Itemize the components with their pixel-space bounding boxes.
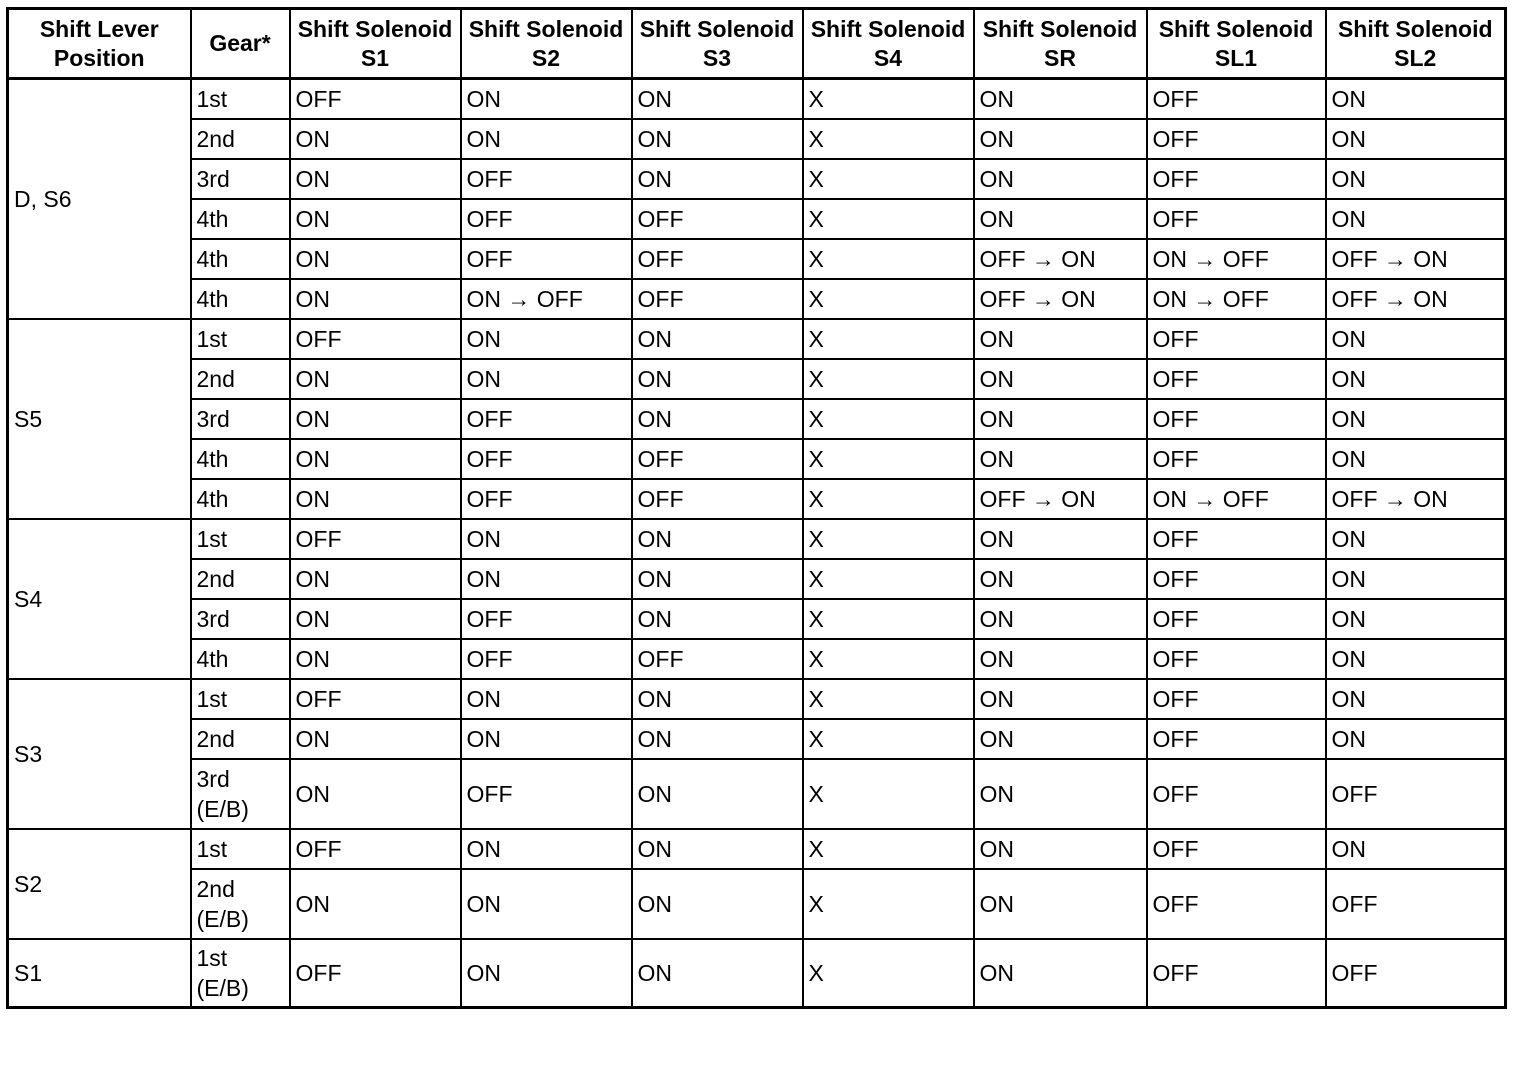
sl1-cell: OFF <box>1147 829 1326 869</box>
s1-cell: OFF <box>290 679 461 719</box>
s1-cell: OFF <box>290 939 461 1008</box>
table-row <box>8 319 1506 359</box>
s1-cell: OFF <box>290 79 461 120</box>
solenoid-table-container <box>6 7 1507 1009</box>
sr-cell: ON <box>974 599 1147 639</box>
s2-cell: ON <box>461 719 632 759</box>
s2-cell: OFF <box>461 439 632 479</box>
s2-cell: OFF <box>461 399 632 439</box>
sr-cell: ON <box>974 719 1147 759</box>
s2-cell: OFF <box>461 239 632 279</box>
table-row <box>8 359 1506 399</box>
sr-cell: ON <box>974 639 1147 679</box>
s1-cell: ON <box>290 359 461 399</box>
s2-cell: ON → OFF <box>461 279 632 319</box>
table-row <box>8 199 1506 239</box>
gear-cell: 4th <box>191 639 290 679</box>
header-s4: Shift Solenoid S4 <box>803 9 974 79</box>
header-sl1: Shift Solenoid SL1 <box>1147 9 1326 79</box>
sl1-cell: OFF <box>1147 199 1326 239</box>
s4-cell: X <box>803 239 974 279</box>
table-row <box>8 159 1506 199</box>
s3-cell: OFF <box>632 199 803 239</box>
gear-cell: 1st <box>191 679 290 719</box>
sr-cell: ON <box>974 439 1147 479</box>
sr-cell: OFF → ON <box>974 239 1147 279</box>
table-row <box>8 829 1506 869</box>
position-cell: S2 <box>8 829 191 939</box>
sr-cell: ON <box>974 679 1147 719</box>
s2-cell: OFF <box>461 479 632 519</box>
s2-cell: OFF <box>461 759 632 829</box>
header-s2: Shift Solenoid S2 <box>461 9 632 79</box>
s1-cell: ON <box>290 719 461 759</box>
s1-cell: ON <box>290 199 461 239</box>
s2-cell: ON <box>461 559 632 599</box>
header-position: Shift Lever Position <box>8 9 191 79</box>
s1-cell: ON <box>290 559 461 599</box>
sr-cell: ON <box>974 829 1147 869</box>
table-row <box>8 719 1506 759</box>
position-cell: S4 <box>8 519 191 679</box>
gear-cell: 1st <box>191 319 290 359</box>
header-row <box>8 9 1506 79</box>
table-body <box>8 79 1506 1008</box>
s4-cell: X <box>803 939 974 1008</box>
sl2-cell: OFF → ON <box>1326 279 1506 319</box>
s3-cell: ON <box>632 869 803 939</box>
gear-cell: 4th <box>191 279 290 319</box>
gear-cell: 4th <box>191 239 290 279</box>
s3-cell: ON <box>632 599 803 639</box>
sr-cell: ON <box>974 559 1147 599</box>
sl2-cell: ON <box>1326 439 1506 479</box>
s3-cell: ON <box>632 559 803 599</box>
s3-cell: ON <box>632 519 803 559</box>
header-sr: Shift Solenoid SR <box>974 9 1147 79</box>
table-row <box>8 939 1506 1008</box>
table-row <box>8 279 1506 319</box>
s4-cell: X <box>803 399 974 439</box>
sr-cell: ON <box>974 159 1147 199</box>
s1-cell: ON <box>290 239 461 279</box>
header-s1: Shift Solenoid S1 <box>290 9 461 79</box>
sl1-cell: ON → OFF <box>1147 239 1326 279</box>
gear-cell: 2nd <box>191 359 290 399</box>
sl1-cell: OFF <box>1147 439 1326 479</box>
sr-cell: ON <box>974 869 1147 939</box>
sl2-cell: ON <box>1326 679 1506 719</box>
s1-cell: ON <box>290 439 461 479</box>
s3-cell: OFF <box>632 639 803 679</box>
sl1-cell: OFF <box>1147 359 1326 399</box>
s1-cell: OFF <box>290 519 461 559</box>
sr-cell: OFF → ON <box>974 279 1147 319</box>
gear-cell: 1st <box>191 519 290 559</box>
s3-cell: ON <box>632 719 803 759</box>
s2-cell: ON <box>461 939 632 1008</box>
sr-cell: ON <box>974 319 1147 359</box>
sr-cell: ON <box>974 119 1147 159</box>
sl1-cell: OFF <box>1147 559 1326 599</box>
sl2-cell: ON <box>1326 399 1506 439</box>
gear-cell: 1st (E/B) <box>191 939 290 1008</box>
s3-cell: OFF <box>632 239 803 279</box>
table-row <box>8 479 1506 519</box>
gear-cell: 3rd <box>191 599 290 639</box>
s3-cell: ON <box>632 159 803 199</box>
sl2-cell: ON <box>1326 79 1506 120</box>
s4-cell: X <box>803 639 974 679</box>
position-cell: D, S6 <box>8 79 191 320</box>
sl1-cell: OFF <box>1147 869 1326 939</box>
s4-cell: X <box>803 679 974 719</box>
table-row <box>8 239 1506 279</box>
sl1-cell: OFF <box>1147 519 1326 559</box>
s3-cell: ON <box>632 759 803 829</box>
s2-cell: OFF <box>461 639 632 679</box>
s3-cell: ON <box>632 79 803 120</box>
s3-cell: ON <box>632 359 803 399</box>
table-header <box>8 9 1506 79</box>
gear-cell: 2nd <box>191 719 290 759</box>
s1-cell: ON <box>290 869 461 939</box>
gear-cell: 3rd <box>191 399 290 439</box>
sr-cell: OFF → ON <box>974 479 1147 519</box>
s2-cell: ON <box>461 319 632 359</box>
sl2-cell: ON <box>1326 829 1506 869</box>
gear-cell: 2nd <box>191 119 290 159</box>
sl2-cell: OFF → ON <box>1326 239 1506 279</box>
table-row <box>8 519 1506 559</box>
s4-cell: X <box>803 439 974 479</box>
sr-cell: ON <box>974 199 1147 239</box>
s1-cell: ON <box>290 159 461 199</box>
sl2-cell: OFF <box>1326 759 1506 829</box>
sl1-cell: OFF <box>1147 79 1326 120</box>
s4-cell: X <box>803 319 974 359</box>
s4-cell: X <box>803 359 974 399</box>
s2-cell: OFF <box>461 199 632 239</box>
gear-cell: 3rd (E/B) <box>191 759 290 829</box>
sl2-cell: ON <box>1326 719 1506 759</box>
s1-cell: ON <box>290 399 461 439</box>
s3-cell: ON <box>632 679 803 719</box>
s4-cell: X <box>803 759 974 829</box>
s4-cell: X <box>803 199 974 239</box>
s3-cell: ON <box>632 399 803 439</box>
sr-cell: ON <box>974 359 1147 399</box>
sl1-cell: OFF <box>1147 399 1326 439</box>
sr-cell: ON <box>974 759 1147 829</box>
s1-cell: ON <box>290 279 461 319</box>
s4-cell: X <box>803 599 974 639</box>
s1-cell: ON <box>290 119 461 159</box>
s4-cell: X <box>803 559 974 599</box>
sl1-cell: OFF <box>1147 639 1326 679</box>
s4-cell: X <box>803 869 974 939</box>
sl2-cell: ON <box>1326 199 1506 239</box>
sl2-cell: ON <box>1326 159 1506 199</box>
header-s3: Shift Solenoid S3 <box>632 9 803 79</box>
s2-cell: ON <box>461 519 632 559</box>
sl2-cell: OFF <box>1326 939 1506 1008</box>
table-row <box>8 869 1506 939</box>
s1-cell: OFF <box>290 829 461 869</box>
s4-cell: X <box>803 279 974 319</box>
gear-cell: 3rd <box>191 159 290 199</box>
gear-cell: 1st <box>191 79 290 120</box>
s3-cell: OFF <box>632 279 803 319</box>
s3-cell: ON <box>632 119 803 159</box>
s3-cell: OFF <box>632 479 803 519</box>
gear-cell: 1st <box>191 829 290 869</box>
sl1-cell: ON → OFF <box>1147 279 1326 319</box>
s2-cell: OFF <box>461 599 632 639</box>
s4-cell: X <box>803 159 974 199</box>
sl1-cell: OFF <box>1147 159 1326 199</box>
sl2-cell: ON <box>1326 119 1506 159</box>
sl1-cell: OFF <box>1147 319 1326 359</box>
gear-cell: 2nd <box>191 559 290 599</box>
sl1-cell: OFF <box>1147 119 1326 159</box>
header-sl2: Shift Solenoid SL2 <box>1326 9 1506 79</box>
sl1-cell: OFF <box>1147 679 1326 719</box>
gear-cell: 4th <box>191 439 290 479</box>
table-row <box>8 759 1506 829</box>
s2-cell: ON <box>461 679 632 719</box>
s2-cell: ON <box>461 359 632 399</box>
table-row <box>8 639 1506 679</box>
sl2-cell: ON <box>1326 359 1506 399</box>
gear-cell: 2nd (E/B) <box>191 869 290 939</box>
s2-cell: ON <box>461 119 632 159</box>
table-row <box>8 119 1506 159</box>
s3-cell: ON <box>632 829 803 869</box>
sr-cell: ON <box>974 939 1147 1008</box>
s4-cell: X <box>803 829 974 869</box>
sr-cell: ON <box>974 79 1147 120</box>
sl2-cell: ON <box>1326 559 1506 599</box>
s3-cell: OFF <box>632 439 803 479</box>
table-row <box>8 599 1506 639</box>
solenoid-operation-table <box>6 7 1507 1009</box>
sl2-cell: ON <box>1326 319 1506 359</box>
s4-cell: X <box>803 479 974 519</box>
s1-cell: ON <box>290 479 461 519</box>
s1-cell: ON <box>290 599 461 639</box>
s1-cell: OFF <box>290 319 461 359</box>
position-cell: S5 <box>8 319 191 519</box>
sl2-cell: ON <box>1326 599 1506 639</box>
s3-cell: ON <box>632 319 803 359</box>
sl2-cell: OFF <box>1326 869 1506 939</box>
s2-cell: ON <box>461 829 632 869</box>
s1-cell: ON <box>290 639 461 679</box>
s4-cell: X <box>803 79 974 120</box>
s2-cell: ON <box>461 869 632 939</box>
position-cell: S3 <box>8 679 191 829</box>
sl2-cell: ON <box>1326 639 1506 679</box>
sl1-cell: OFF <box>1147 719 1326 759</box>
table-row <box>8 679 1506 719</box>
table-row <box>8 79 1506 120</box>
s4-cell: X <box>803 119 974 159</box>
sl2-cell: OFF → ON <box>1326 479 1506 519</box>
sr-cell: ON <box>974 399 1147 439</box>
s3-cell: ON <box>632 939 803 1008</box>
table-row <box>8 399 1506 439</box>
sr-cell: ON <box>974 519 1147 559</box>
table-row <box>8 559 1506 599</box>
s4-cell: X <box>803 519 974 559</box>
s2-cell: ON <box>461 79 632 120</box>
sl1-cell: ON → OFF <box>1147 479 1326 519</box>
sl1-cell: OFF <box>1147 939 1326 1008</box>
gear-cell: 4th <box>191 479 290 519</box>
s1-cell: ON <box>290 759 461 829</box>
gear-cell: 4th <box>191 199 290 239</box>
header-gear: Gear* <box>191 9 290 79</box>
s4-cell: X <box>803 719 974 759</box>
s2-cell: OFF <box>461 159 632 199</box>
position-cell: S1 <box>8 939 191 1008</box>
sl2-cell: ON <box>1326 519 1506 559</box>
sl1-cell: OFF <box>1147 599 1326 639</box>
sl1-cell: OFF <box>1147 759 1326 829</box>
table-row <box>8 439 1506 479</box>
